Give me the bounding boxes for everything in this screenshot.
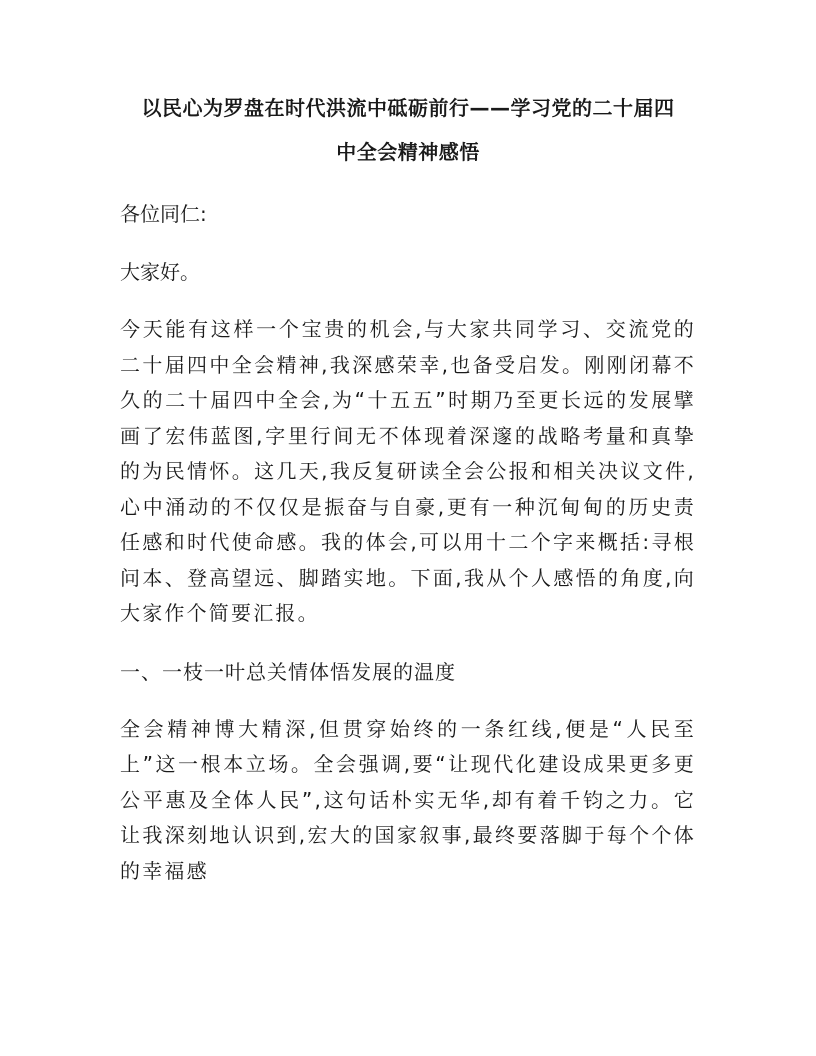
body-paragraph-section1: 全会精神博大精深,但贯穿始终的一条红线,便是“人民至上”这一根本立场。全会强调,要“让现代化建设成果更多更公平惠及全体人民”,这句话朴实无华,却有着千钧之力。它让我深刻地认识到,宏大的国家叙事,最终要落脚于每个个体的幸福感 bbox=[120, 716, 696, 883]
document-title bbox=[120, 86, 696, 174]
body-paragraph-intro: 今天能有这样一个宝贵的机会,与大家共同学习、交流党的二十届四中全会精神,我深感荣幸,也备受启发。刚刚闭幕不久的二十届四中全会,为“十五五”时期乃至更长远的发展擘画了宏伟蓝图,字里行间无不体现着深邃的战略考量和真挚的为民情怀。这几天,我反复研读全会公报和相关决议文件,心中涌动的不仅仅是振奋与自豪,更有一种沉甸甸的历史责任感和时代使命感。我的体会,可以用十二个字来概括:寻根问本、登高望远、脚踏实地。下面,我从个人感悟的角度,向大家作个简要汇报。 bbox=[120, 317, 696, 625]
document-title-line1: 以民心为罗盘在时代洪流中砥砺前行——学习党的二十届四 bbox=[141, 96, 675, 120]
document-title-line2: 中全会精神感悟 bbox=[336, 140, 480, 164]
greeting: 各位同仁: bbox=[120, 202, 207, 226]
hello-line: 大家好。 bbox=[120, 260, 200, 284]
section-heading-1: 一、一枝一叶总关情体悟发展的温度 bbox=[120, 659, 456, 684]
document-page bbox=[120, 86, 696, 889]
